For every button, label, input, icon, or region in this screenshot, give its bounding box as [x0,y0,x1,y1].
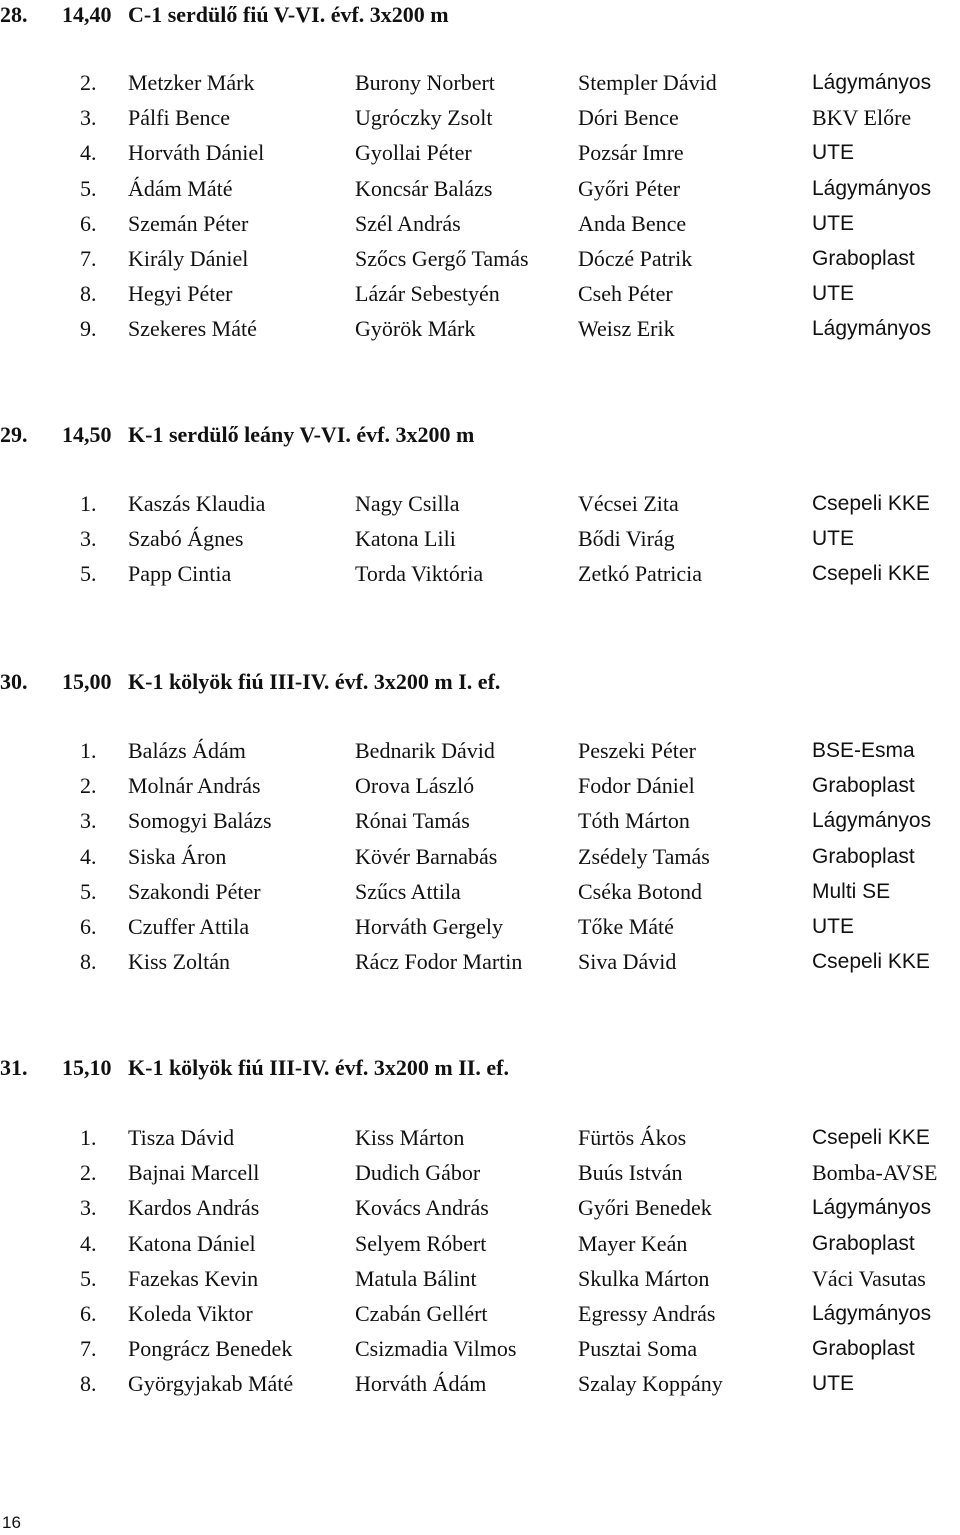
crew-member-2: Kiss Márton [355,1125,465,1150]
club: Csepeli KKE [812,492,930,515]
place: 5. [80,176,97,201]
event-time: 15,00 [62,669,112,694]
place: 4. [80,844,97,869]
club: Lágymányos [812,1196,932,1219]
crew-member-2: Katona Lili [355,526,456,551]
place: 3. [80,526,97,551]
place: 8. [80,1371,97,1396]
crew-member-2: Kovács András [355,1195,489,1220]
club: UTE [812,282,854,305]
club: Csepeli KKE [812,950,930,973]
crew-member-2: Selyem Róbert [355,1231,487,1256]
crew-member-2: Nagy Csilla [355,491,460,516]
crew-member-1: Czuffer Attila [128,914,250,939]
place: 4. [80,140,97,165]
place: 5. [80,561,97,586]
event-title: K-1 kölyök fiú III-IV. évf. 3x200 m II. ef. [128,1055,509,1080]
result-row [0,1155,960,1190]
crew-member-3: Vécsei Zita [578,491,679,516]
result-row [0,1261,960,1296]
place: 6. [80,1301,97,1326]
result-row [0,100,960,135]
crew-member-1: Siska Áron [128,844,227,869]
crew-member-1: Györgyjakab Máté [128,1371,294,1396]
place: 6. [80,914,97,939]
crew-member-2: Szőcs Gergő Tamás [355,246,529,271]
result-row [0,1226,960,1261]
event-time: 14,50 [62,422,112,447]
result-row [0,241,960,276]
club: UTE [812,1372,854,1395]
page-number: 16 [2,1513,21,1532]
crew-member-3: Pozsár Imre [578,140,684,165]
result-row [0,556,960,591]
crew-member-3: Fodor Dániel [578,773,695,798]
crew-member-3: Tőke Máté [578,914,674,939]
crew-member-1: Szemán Péter [128,211,249,236]
crew-member-1: Kaszás Klaudia [128,491,266,516]
crew-member-3: Siva Dávid [578,949,677,974]
crew-member-2: Szűcs Attila [355,879,461,904]
result-row [0,311,960,346]
club: UTE [812,915,854,938]
club: UTE [812,527,854,550]
result-row [0,486,960,521]
event-time: 15,10 [62,1055,112,1080]
club: Graboplast [812,845,915,868]
result-row [0,65,960,100]
crew-member-3: Zsédely Tamás [578,844,710,869]
crew-member-3: Cséka Botond [578,879,703,904]
club: Graboplast [812,1337,915,1360]
crew-member-1: Kiss Zoltán [128,949,231,974]
place: 1. [80,491,97,516]
result-row [0,135,960,170]
club: Lágymányos [812,1302,932,1325]
club: Lágymányos [812,177,932,200]
crew-member-2: Györök Márk [355,316,476,341]
place: 2. [80,773,97,798]
crew-member-2: Matula Bálint [355,1266,477,1291]
crew-member-3: Mayer Keán [578,1231,688,1256]
club: Csepeli KKE [812,1126,930,1149]
result-row [0,944,960,979]
place: 2. [80,1160,97,1185]
event-title: K-1 kölyök fiú III-IV. évf. 3x200 m I. ef. [128,669,501,694]
crew-member-2: Ugróczky Zsolt [355,105,493,130]
club: Lágymányos [812,317,932,340]
crew-member-1: Bajnai Marcell [128,1160,260,1185]
event-title: K-1 serdülő leány V-VI. évf. 3x200 m [128,422,475,447]
result-row [0,803,960,838]
crew-member-2: Dudich Gábor [355,1160,481,1185]
crew-member-1: Ádám Máté [128,176,233,201]
event-number: 31. [0,1055,28,1080]
place: 3. [80,105,97,130]
result-row [0,839,960,874]
crew-member-1: Pálfi Bence [128,105,231,130]
club: Csepeli KKE [812,562,930,585]
crew-member-1: Koleda Viktor [128,1301,253,1326]
crew-member-1: Somogyi Balázs [128,808,272,833]
result-row [0,1190,960,1225]
crew-member-1: Metzker Márk [128,70,255,95]
crew-member-3: Győri Benedek [578,1195,712,1220]
event-title: C-1 serdülő fiú V-VI. évf. 3x200 m [128,2,449,27]
place: 3. [80,1195,97,1220]
result-row [0,521,960,556]
crew-member-3: Dóri Bence [578,105,679,130]
club: Graboplast [812,774,915,797]
crew-member-3: Anda Bence [578,211,687,236]
club: BKV Előre [812,105,912,130]
event-time: 14,40 [62,2,112,27]
crew-member-1: Kardos András [128,1195,260,1220]
place: 5. [80,879,97,904]
crew-member-2: Kövér Barnabás [355,844,498,869]
crew-member-3: Dóczé Patrik [578,246,693,271]
crew-member-3: Cseh Péter [578,281,673,306]
club: Váci Vasutas [812,1266,926,1291]
crew-member-1: Szabó Ágnes [128,526,244,551]
crew-member-1: Király Dániel [128,246,249,271]
crew-member-2: Burony Norbert [355,70,495,95]
place: 1. [80,738,97,763]
crew-member-2: Torda Viktória [355,561,484,586]
crew-member-1: Balázs Ádám [128,738,246,763]
result-row [0,1296,960,1331]
crew-member-2: Csizmadia Vilmos [355,1336,517,1361]
place: 8. [80,949,97,974]
crew-member-3: Győri Péter [578,176,681,201]
crew-member-1: Fazekas Kevin [128,1266,259,1291]
crew-member-3: Fürtös Ákos [578,1125,687,1150]
event-number: 29. [0,422,28,447]
crew-member-3: Szalay Koppány [578,1371,723,1396]
crew-member-1: Szakondi Péter [128,879,261,904]
result-row [0,276,960,311]
crew-member-3: Egressy András [578,1301,716,1326]
club: UTE [812,212,854,235]
result-row [0,909,960,944]
club: BSE-Esma [812,739,915,762]
place: 4. [80,1231,97,1256]
crew-member-2: Bednarik Dávid [355,738,495,763]
crew-member-3: Peszeki Péter [578,738,696,763]
crew-member-3: Tóth Márton [578,808,690,833]
crew-member-2: Rónai Tamás [355,808,470,833]
result-row [0,171,960,206]
crew-member-2: Lázár Sebestyén [355,281,500,306]
place: 3. [80,808,97,833]
crew-member-2: Czabán Gellért [355,1301,488,1326]
place: 2. [80,70,97,95]
crew-member-3: Buús István [578,1160,683,1185]
result-row [0,206,960,241]
crew-member-3: Stempler Dávid [578,70,717,95]
result-row [0,1331,960,1366]
result-row [0,768,960,803]
place: 7. [80,1336,97,1361]
club: UTE [812,141,854,164]
crew-member-3: Pusztai Soma [578,1336,698,1361]
crew-member-2: Gyollai Péter [355,140,472,165]
crew-member-3: Bődi Virág [578,526,675,551]
club: Bomba-AVSE [812,1160,938,1185]
crew-member-3: Weisz Erik [578,316,675,341]
event-number: 30. [0,669,28,694]
crew-member-1: Papp Cintia [128,561,232,586]
club: Graboplast [812,1232,915,1255]
crew-member-2: Szél András [355,211,461,236]
result-row [0,733,960,768]
result-row [0,1366,960,1401]
club: Graboplast [812,247,915,270]
club: Lágymányos [812,71,932,94]
crew-member-3: Skulka Márton [578,1266,710,1291]
crew-member-1: Molnár András [128,773,261,798]
crew-member-1: Tisza Dávid [128,1125,235,1150]
crew-member-2: Koncsár Balázs [355,176,493,201]
crew-member-2: Horváth Ádám [355,1371,487,1396]
crew-member-1: Pongrácz Benedek [128,1336,293,1361]
result-row [0,1120,960,1155]
crew-member-1: Hegyi Péter [128,281,233,306]
place: 6. [80,211,97,236]
crew-member-2: Rácz Fodor Martin [355,949,523,974]
club: Lágymányos [812,809,932,832]
place: 8. [80,281,97,306]
club: Multi SE [812,880,891,903]
place: 9. [80,316,97,341]
place: 5. [80,1266,97,1291]
crew-member-1: Szekeres Máté [128,316,257,341]
place: 7. [80,246,97,271]
crew-member-3: Zetkó Patricia [578,561,703,586]
crew-member-2: Orova László [355,773,475,798]
place: 1. [80,1125,97,1150]
result-row [0,874,960,909]
crew-member-2: Horváth Gergely [355,914,504,939]
crew-member-1: Horváth Dániel [128,140,265,165]
crew-member-1: Katona Dániel [128,1231,256,1256]
event-number: 28. [0,2,28,27]
